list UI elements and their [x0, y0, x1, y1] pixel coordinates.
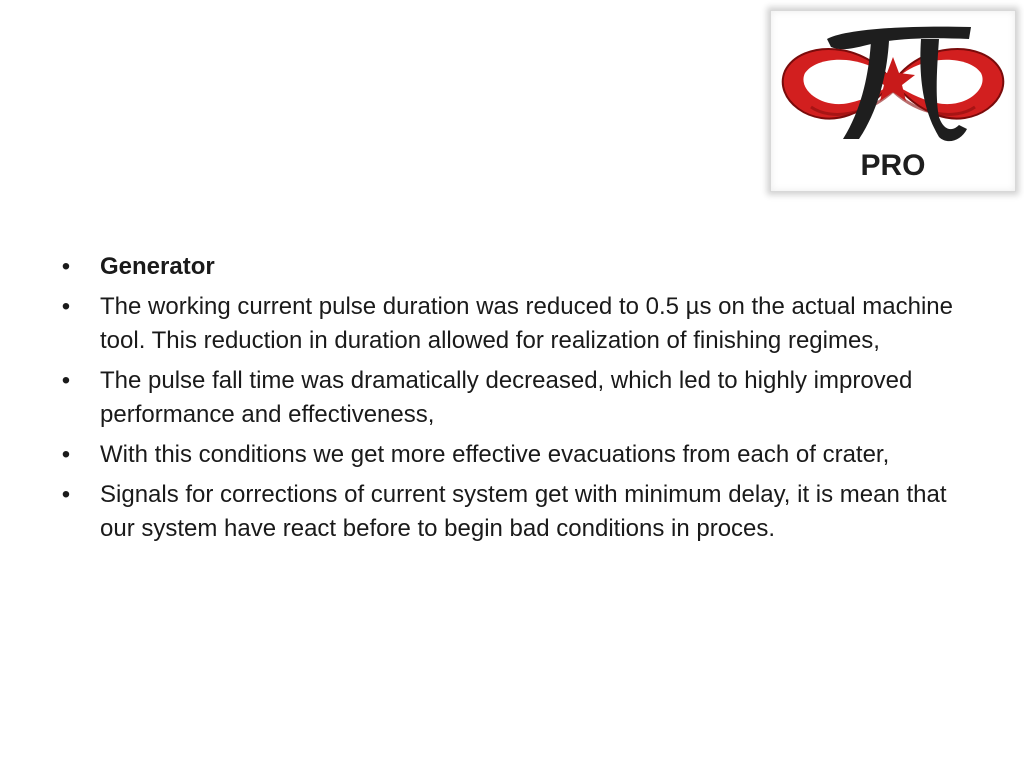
- bullet-list: [56, 250, 976, 552]
- bullet-icon: •: [61, 481, 71, 508]
- bullet-icon: •: [61, 441, 71, 468]
- bullet-item: [56, 250, 976, 284]
- pi-pro-logo-icon: [771, 11, 1015, 191]
- bullet-text: Signals for corrections of current system get with minimum delay, it is mean that our system have react before to begin bad conditions in proces.: [100, 481, 947, 542]
- bullet-item: [56, 478, 976, 546]
- brand-text: PRO: [860, 149, 926, 182]
- bullet-icon: •: [61, 293, 71, 320]
- bullet-item: [56, 438, 976, 472]
- bullet-icon: •: [61, 367, 71, 394]
- logo-frame: [770, 10, 1016, 192]
- bullet-heading-generator: Generator: [100, 253, 215, 280]
- bullet-text: With this conditions we get more effective evacuations from each of crater,: [100, 441, 890, 468]
- bullet-item: [56, 290, 976, 358]
- bullet-icon: •: [61, 253, 71, 280]
- bullet-item: [56, 364, 976, 432]
- bullet-text: The pulse fall time was dramatically decreased, which led to highly improved performance and effectiveness,: [100, 367, 913, 428]
- bullet-text: The working current pulse duration was reduced to 0.5 µs on the actual machine tool. This reduction in duration allowed for realization of finishing regimes,: [100, 293, 953, 354]
